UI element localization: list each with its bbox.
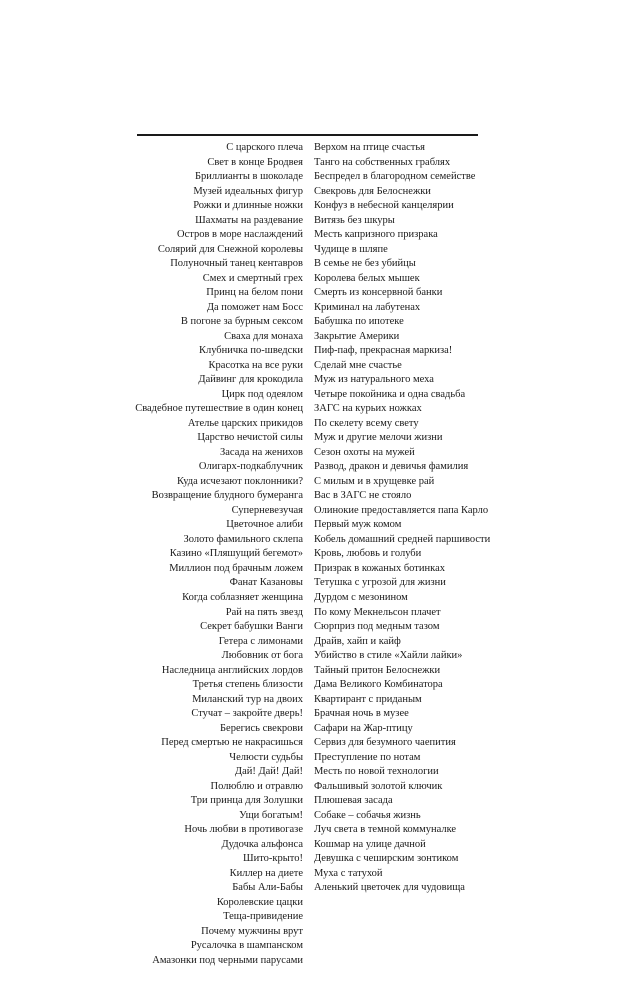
book-title: Миллион под брачным ложем: [169, 562, 303, 574]
book-title: Верхом на птице счастья: [314, 142, 425, 153]
book-title: Принц на белом пони: [206, 287, 303, 299]
book-title: Плюшевая засада: [314, 795, 393, 807]
book-title: Аленький цветочек для чудовища: [314, 882, 465, 894]
book-title: Клубничка по-шведски: [198, 345, 303, 357]
book-title: Берегись свекрови: [220, 722, 303, 734]
book-title: Киллер на диете: [229, 867, 303, 879]
book-title: Сваха для монаха: [224, 330, 303, 342]
book-title: Музей идеальных фигур: [193, 185, 303, 197]
book-title: Русалочка в шампанском: [190, 940, 303, 952]
book-title: С милым и в хрущевке рай: [314, 475, 435, 487]
book-title: Золото фамильного склепа: [183, 533, 303, 545]
book-title: С царского плеча: [226, 142, 303, 153]
book-title: Цветочное алиби: [226, 519, 303, 531]
book-title: Бабушка по ипотеке: [314, 316, 404, 328]
book-title: Свадебное путешествие в один конец: [135, 403, 303, 415]
book-title: Четыре покойника и одна свадьба: [314, 388, 466, 400]
book-title: По скелету всему свету: [314, 417, 419, 429]
book-title: В погоне за бурным сексом: [180, 316, 303, 328]
book-title: Олигарх-подкаблучник: [198, 461, 303, 473]
book-title: Челюсти судьбы: [229, 751, 303, 763]
book-title: Муж из натурального меха: [314, 374, 434, 386]
book-title: Миланский тур на двоих: [192, 693, 303, 705]
book-title: Конфуз в небесной канцелярии: [314, 200, 454, 212]
book-title: Три принца для Золушки: [190, 795, 303, 807]
book-title: Сезон охоты на мужей: [314, 446, 415, 458]
book-title: Третья степень близости: [192, 679, 303, 691]
book-title: Царство нечистой силы: [197, 432, 303, 444]
book-title: Цирк под одеялом: [221, 388, 303, 400]
right-title-column: [314, 141, 544, 896]
book-title: Дудочка альфонса: [221, 838, 303, 850]
book-title: Чудище в шляпе: [314, 243, 388, 255]
book-title: Квартирант с приданым: [314, 693, 422, 705]
book-title: Ночь любви в противогазе: [184, 824, 303, 836]
book-title: Любовник от бога: [221, 650, 303, 662]
book-title: Луч света в темной коммуналке: [314, 824, 457, 836]
book-title: Витязь без шкуры: [314, 214, 395, 226]
book-title: Казино «Пляшущий бегемот»: [169, 548, 303, 560]
book-title: Полуночный танец кентавров: [170, 258, 303, 270]
book-title: Ущи богатым!: [239, 809, 303, 821]
book-title: Первый муж комом: [314, 519, 402, 531]
book-title: По кому Мекнельсон плачет: [314, 606, 441, 618]
book-title: Танго на собственных граблях: [314, 156, 451, 168]
book-title: Преступление по нотам: [314, 751, 421, 763]
book-title: Секрет бабушки Ванги: [200, 621, 303, 633]
book-title: Тайный притон Белоснежки: [314, 664, 441, 676]
book-title: Возвращение блудного бумеранга: [151, 490, 303, 502]
book-title: Теща-привидение: [223, 911, 303, 923]
book-title: Наследница английских лордов: [161, 664, 303, 676]
book-title: Фальшивый золотой ключик: [314, 780, 443, 792]
book-title: Гетера с лимонами: [218, 635, 303, 647]
book-title: Кобель домашний средней паршивости: [314, 533, 491, 545]
book-title: Месть капризного призрака: [314, 229, 438, 241]
book-title: Драйв, хайп и кайф: [314, 635, 401, 647]
book-title: Вас в ЗАГС не стояло: [314, 490, 412, 502]
book-title: Развод, дракон и девичья фамилия: [314, 461, 469, 473]
book-title: Когда соблазняет женщина: [182, 591, 303, 603]
book-title: Собаке – собачья жизнь: [314, 809, 421, 821]
book-title: Да поможет нам Босс: [206, 301, 303, 313]
book-title: Красотка на все руки: [208, 359, 303, 371]
book-title: Беспредел в благородном семействе: [314, 171, 476, 183]
book-title: Перед смертью не накрасишься: [161, 737, 303, 749]
book-title: Девушка с чеширским зонтиком: [314, 853, 459, 865]
book-title: Дайвинг для крокодила: [198, 374, 303, 386]
book-title: Суперневезучая: [231, 504, 303, 516]
book-title: Пиф-паф, прекрасная маркиза!: [314, 345, 453, 357]
book-title: Остров в море наслаждений: [176, 229, 303, 241]
book-title: Смех и смертный грех: [202, 272, 303, 284]
book-title: Сюрприз под медным тазом: [314, 621, 440, 633]
book-title: Тетушка с угрозой для жизни: [314, 577, 446, 589]
book-title: Убийство в стиле «Хайли лайки»: [314, 650, 463, 662]
book-title: Месть по новой технологии: [314, 766, 439, 778]
left-title-column: [100, 141, 303, 968]
book-title: Королевские цацки: [216, 896, 303, 908]
book-title: Свекровь для Белоснежки: [314, 185, 431, 197]
book-title: Рай на пять звезд: [225, 606, 303, 618]
book-title: Фанат Казановы: [229, 577, 303, 589]
book-title: Амазонки под черными парусами: [152, 954, 303, 966]
book-title: Смерть из консервной банки: [314, 287, 443, 299]
book-title: Ателье царских прикидов: [187, 417, 303, 429]
book-title: Закрытие Америки: [314, 330, 400, 342]
book-title: Сделай мне счастье: [314, 359, 402, 371]
book-title: Брачная ночь в музее: [314, 708, 409, 720]
book-title: В семье не без убийцы: [314, 258, 416, 270]
book-title: Свет в конце Бродвея: [207, 156, 303, 168]
book-title: Солярий для Снежной королевы: [157, 243, 303, 255]
book-title: Кошмар на улице дачной: [314, 838, 426, 850]
book-title: Королева белых мышек: [314, 272, 420, 284]
book-title: Стучат – закройте дверь!: [191, 708, 303, 720]
book-title: Куда исчезают поклонники?: [177, 475, 303, 487]
book-title: Призрак в кожаных ботинках: [314, 562, 445, 574]
book-title: Рожки и длинные ножки: [193, 200, 303, 212]
book-title: Дама Великого Комбинатора: [314, 679, 443, 691]
top-rule: [137, 134, 478, 136]
book-title: Шахматы на раздевание: [195, 214, 303, 226]
book-title: Криминал на лабутенах: [314, 301, 421, 313]
book-title: Дурдом с мезонином: [314, 591, 408, 603]
book-title: Сафари на Жар-птицу: [314, 722, 413, 734]
book-title: Муха с татухой: [314, 867, 383, 879]
book-title: Сервиз для безумного чаепития: [314, 737, 456, 749]
book-title: Шито-крыто!: [242, 853, 303, 865]
book-title: Полюблю и отравлю: [210, 780, 303, 792]
book-title: Почему мужчины врут: [201, 925, 303, 937]
book-title: Олинокие предоставляется папа Карло: [314, 504, 489, 516]
book-title: Дай! Дай! Дай!: [234, 766, 303, 778]
book-title: Муж и другие мелочи жизни: [314, 432, 443, 444]
book-title: ЗАГС на курьих ножках: [314, 403, 422, 415]
book-title: Кровь, любовь и голуби: [314, 548, 422, 560]
book-title: Засада на женихов: [220, 446, 303, 458]
book-title: Бриллианты в шоколаде: [194, 171, 303, 183]
book-title: Бабы Али-Бабы: [232, 882, 303, 894]
